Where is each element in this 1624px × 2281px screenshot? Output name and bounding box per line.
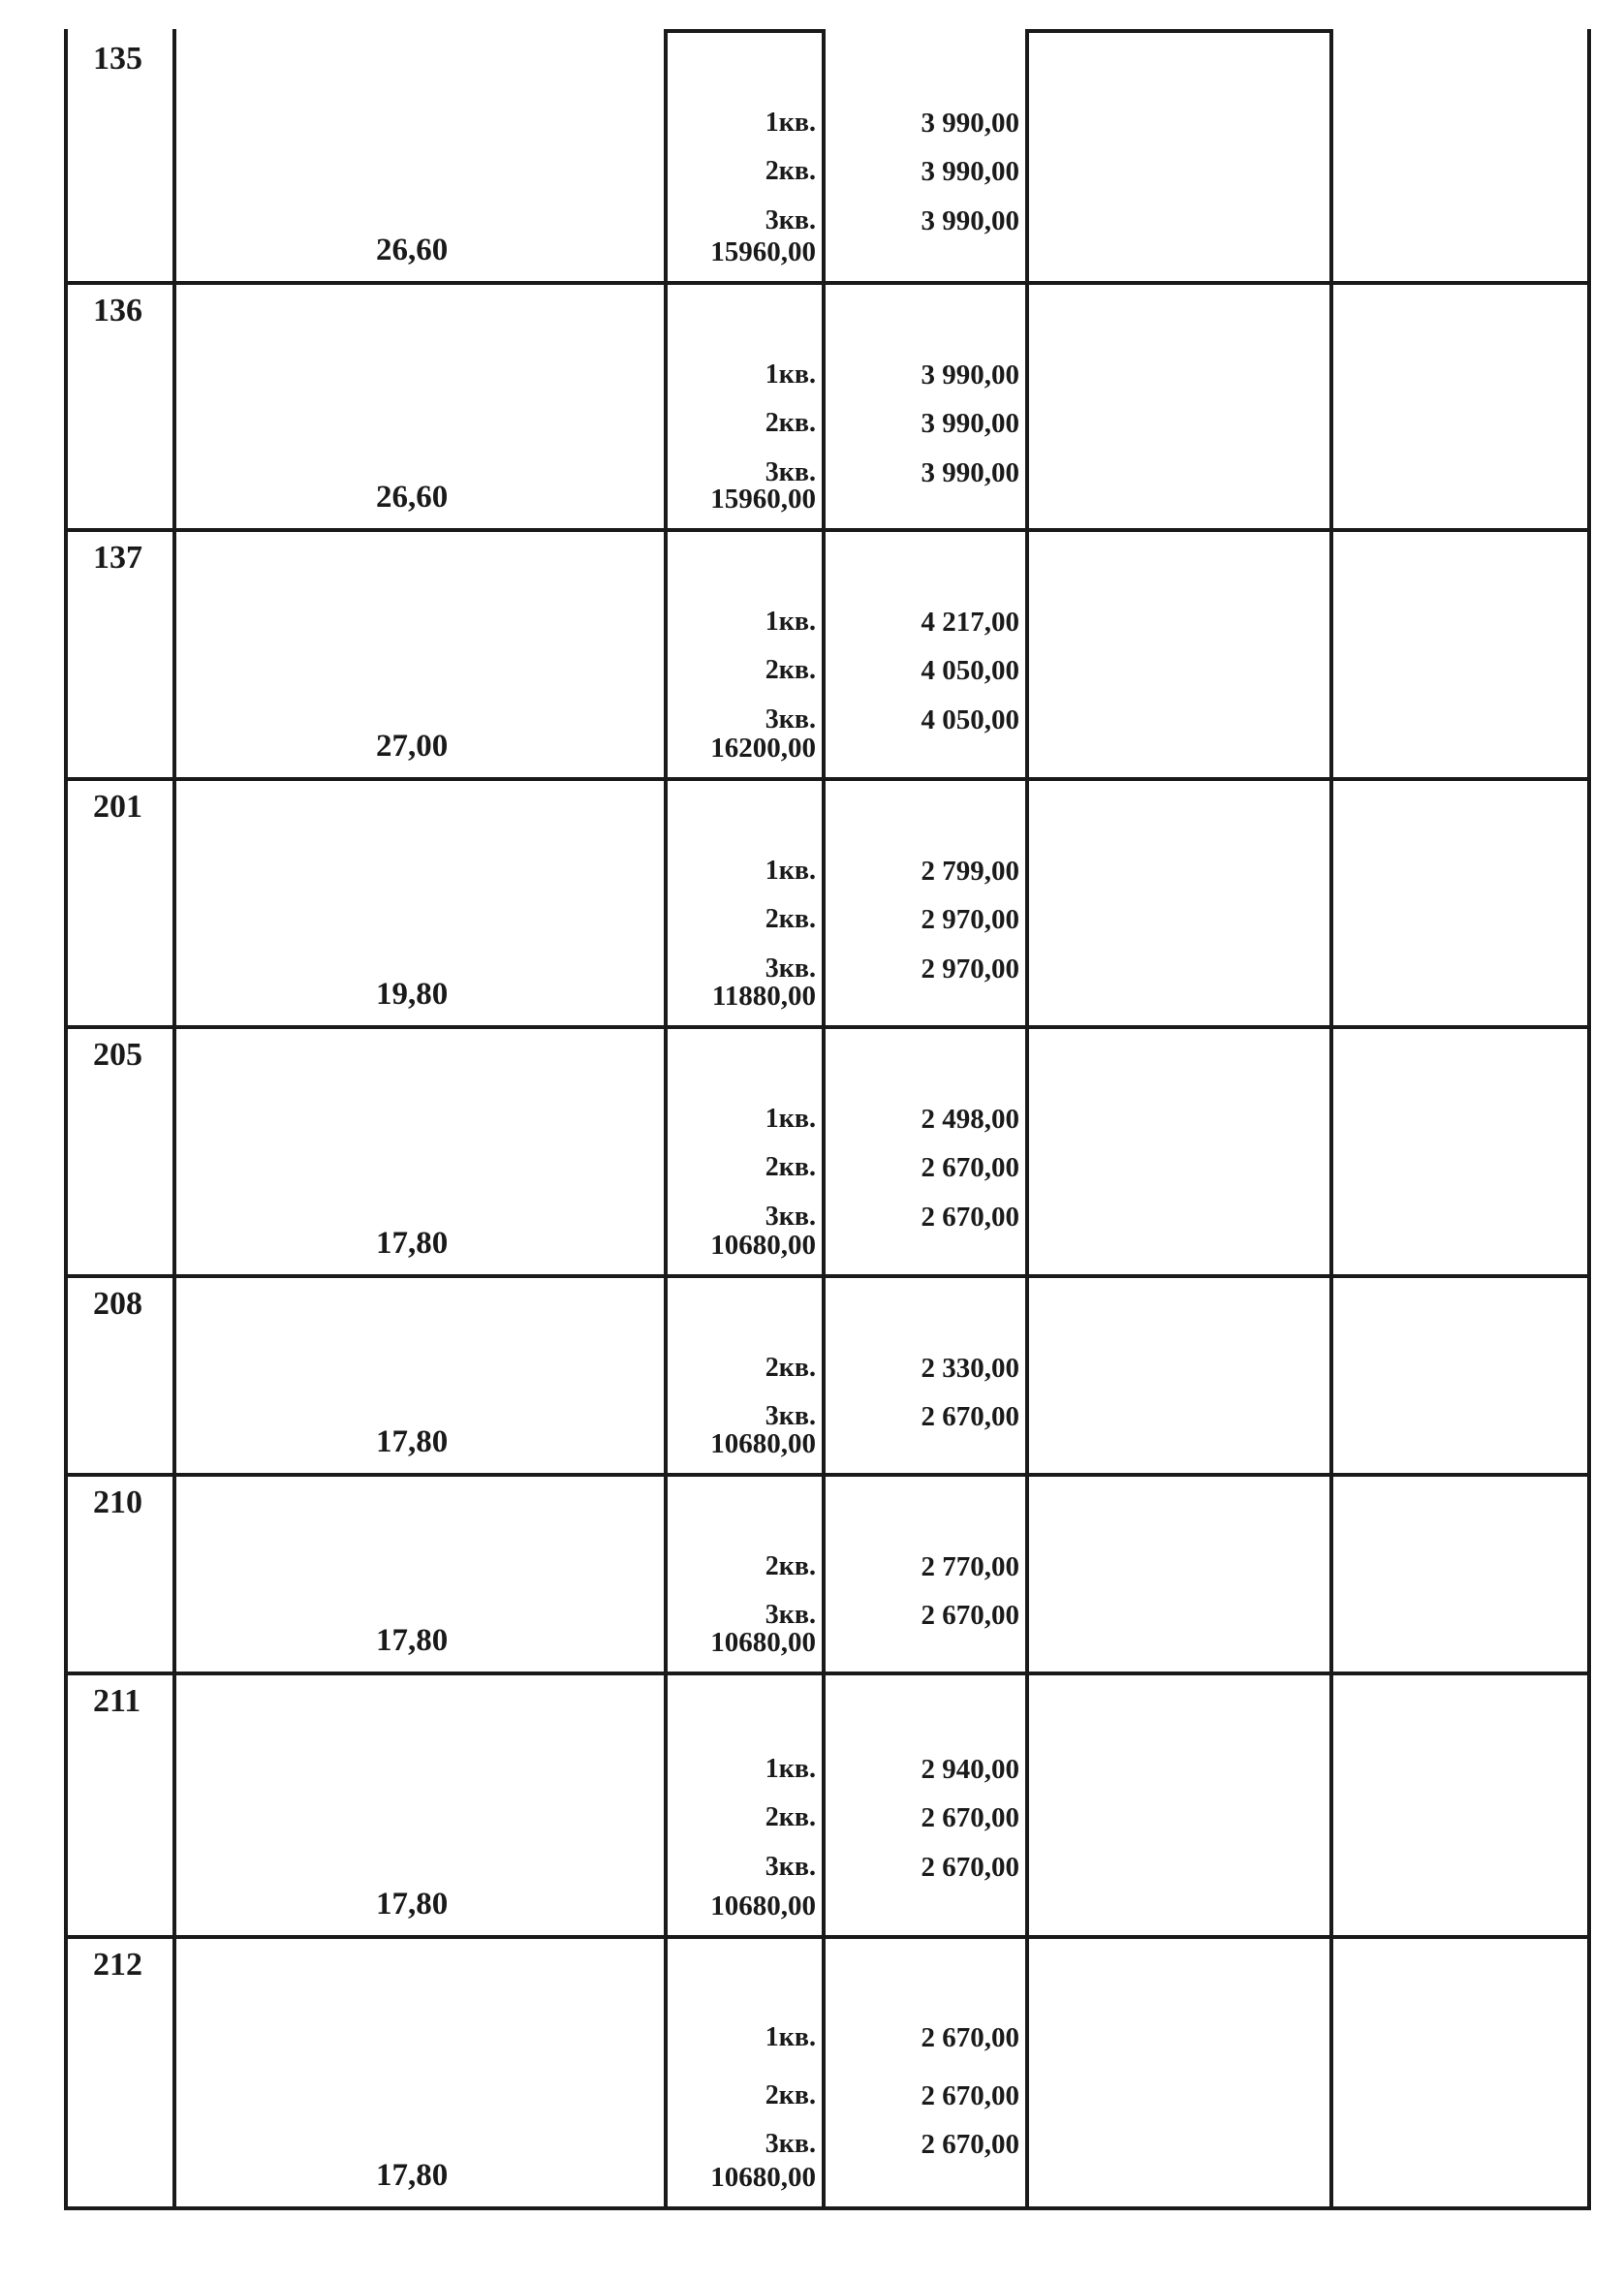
quarter-amount: 2 670,00 xyxy=(921,1152,1019,1183)
row-total: 15960,00 xyxy=(710,484,816,515)
row-separator xyxy=(64,1935,1591,1939)
row-total: 10680,00 xyxy=(710,1428,816,1459)
quarter-amount: 2 940,00 xyxy=(921,1754,1019,1786)
quarter-amount: 3 990,00 xyxy=(921,205,1019,236)
row-total: 10680,00 xyxy=(710,1627,816,1658)
row-separator xyxy=(64,281,1591,285)
column-border xyxy=(1025,29,1029,2206)
quarter-label: 3кв. xyxy=(765,953,816,984)
quarter-label: 1кв. xyxy=(765,359,816,390)
quarter-amount: 2 770,00 xyxy=(921,1551,1019,1582)
quarter-label: 3кв. xyxy=(765,2129,816,2159)
quarter-amount: 2 330,00 xyxy=(921,1353,1019,1384)
row-separator xyxy=(64,1274,1591,1278)
quarter-amount: 4 217,00 xyxy=(921,607,1019,638)
row-total: 10680,00 xyxy=(710,1890,816,1922)
row-area: 17,80 xyxy=(376,1623,449,1658)
quarter-label: 2кв. xyxy=(765,904,816,934)
row-area: 27,00 xyxy=(376,729,449,764)
row-area: 17,80 xyxy=(376,2158,449,2193)
quarter-label: 2кв. xyxy=(765,156,816,186)
row-number: 208 xyxy=(93,1286,142,1322)
row-number: 135 xyxy=(93,41,142,77)
row-area: 17,80 xyxy=(376,1887,449,1922)
row-total: 10680,00 xyxy=(710,1230,816,1261)
quarter-amount: 2 670,00 xyxy=(921,1600,1019,1631)
column-border xyxy=(1329,29,1333,2206)
quarter-amount: 2 670,00 xyxy=(921,1802,1019,1834)
quarter-amount: 2 498,00 xyxy=(921,1104,1019,1135)
row-total: 11880,00 xyxy=(711,981,816,1012)
quarter-label: 3кв. xyxy=(765,457,816,487)
quarter-label: 1кв. xyxy=(765,607,816,637)
quarter-amount: 2 670,00 xyxy=(921,1852,1019,1884)
quarter-label: 1кв. xyxy=(765,1104,816,1134)
column-border xyxy=(664,29,668,2206)
quarter-label: 2кв. xyxy=(765,2080,816,2110)
quarter-label: 2кв. xyxy=(765,1152,816,1182)
quarter-amount: 3 990,00 xyxy=(921,408,1019,439)
quarter-amount: 2 670,00 xyxy=(921,2129,1019,2160)
row-area: 17,80 xyxy=(376,1424,449,1459)
quarter-amount: 2 970,00 xyxy=(921,904,1019,935)
quarter-amount: 3 990,00 xyxy=(921,359,1019,391)
quarter-label: 2кв. xyxy=(765,655,816,685)
quarter-label: 1кв. xyxy=(765,856,816,886)
quarter-amount: 4 050,00 xyxy=(921,655,1019,686)
row-number: 212 xyxy=(93,1947,142,1983)
quarter-amount: 2 670,00 xyxy=(921,1401,1019,1432)
row-number: 136 xyxy=(93,293,142,328)
quarter-label: 3кв. xyxy=(765,205,816,235)
quarter-amount: 3 990,00 xyxy=(921,108,1019,139)
row-area: 26,60 xyxy=(376,480,449,515)
row-area: 26,60 xyxy=(376,233,449,267)
row-number: 201 xyxy=(93,789,142,825)
row-separator xyxy=(64,1473,1591,1477)
column-border xyxy=(64,29,68,2206)
row-number: 137 xyxy=(93,540,142,576)
quarter-amount: 3 990,00 xyxy=(921,457,1019,488)
quarter-amount: 2 799,00 xyxy=(921,856,1019,887)
top-border xyxy=(664,29,826,33)
quarter-label: 1кв. xyxy=(765,108,816,138)
row-separator xyxy=(64,1672,1591,1675)
quarter-label: 3кв. xyxy=(765,704,816,734)
quarter-amount: 2 670,00 xyxy=(921,2080,1019,2111)
row-number: 210 xyxy=(93,1484,142,1520)
column-border xyxy=(822,29,826,2206)
row-separator xyxy=(64,528,1591,532)
quarter-label: 2кв. xyxy=(765,1802,816,1833)
quarter-amount: 2 970,00 xyxy=(921,953,1019,984)
top-border xyxy=(1025,29,1333,33)
quarter-amount: 3 990,00 xyxy=(921,156,1019,187)
row-area: 19,80 xyxy=(376,977,449,1012)
quarter-label: 1кв. xyxy=(765,2022,816,2052)
row-area: 17,80 xyxy=(376,1226,449,1261)
column-border xyxy=(172,29,176,2206)
quarter-label: 3кв. xyxy=(765,1401,816,1431)
row-total: 16200,00 xyxy=(710,733,816,764)
quarter-amount: 2 670,00 xyxy=(921,1202,1019,1233)
quarter-amount: 4 050,00 xyxy=(921,704,1019,735)
row-total: 10680,00 xyxy=(710,2162,816,2193)
quarter-label: 3кв. xyxy=(765,1852,816,1883)
row-separator xyxy=(64,777,1591,781)
quarter-label: 3кв. xyxy=(765,1202,816,1232)
quarter-label: 2кв. xyxy=(765,1353,816,1383)
column-border xyxy=(1587,29,1591,2206)
quarter-label: 2кв. xyxy=(765,1551,816,1581)
quarter-label: 3кв. xyxy=(765,1600,816,1630)
table-bottom-border xyxy=(64,2206,1591,2210)
row-separator xyxy=(64,1025,1591,1029)
row-total: 15960,00 xyxy=(710,236,816,267)
row-number: 205 xyxy=(93,1037,142,1073)
quarter-label: 1кв. xyxy=(765,1754,816,1785)
quarter-amount: 2 670,00 xyxy=(921,2022,1019,2053)
row-number: 211 xyxy=(93,1683,141,1719)
quarter-label: 2кв. xyxy=(765,408,816,438)
